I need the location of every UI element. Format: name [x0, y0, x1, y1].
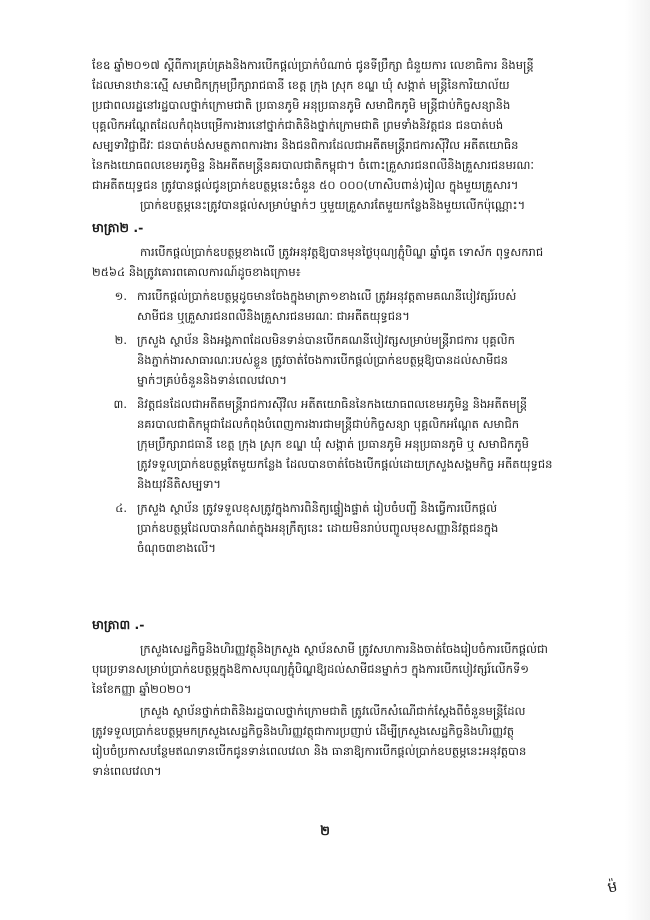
page-number: ២ — [320, 824, 330, 839]
list-item-line: ក្រសួង ស្ថាប័ន ត្រូវទទួលខុសត្រូវក្នុងការពិនិត្យផ្ទៀងផ្ទាត់ រៀបចំបញ្ជី និងធ្វើការបើកផ្តល់ — [137, 501, 498, 515]
intro-line: បុគ្គលិកអណ្តែតដែលកំពុងបម្រើការងារនៅថ្នាក់ជាតិនិងថ្នាក់ក្រោមជាតិ ព្រមទាំងនិវត្តជន ជនបាត់បង់ — [92, 118, 504, 132]
list-item — [92, 286, 607, 326]
list-item-line: ចំណុច៣ខាងលើ។ — [137, 541, 216, 555]
initial-mark: ម៉ — [605, 877, 619, 897]
list-item-line: ត្រូវទទួលប្រាក់ឧបត្ថម្ភតែមួយកន្លែង ដែលបានចាត់ចែងបើកផ្តល់ដោយក្រសួងសង្គមកិច្ច អតីតយុទ្ធជន — [137, 457, 553, 471]
page-edge-shadow — [625, 0, 650, 920]
article-3-line: ក្រសួង ស្ថាប័នថ្នាក់ជាតិនិងរដ្ឋបាលថ្នាក់ក្រោមជាតិ ត្រូវលើកសំណើជាក់ស្តែងពីចំនួនមន្ត្រីដែល — [140, 704, 526, 718]
intro-line: ខែឧ ឆ្នាំ២០១៧ ស្តីពីការគ្រប់គ្រងនិងការបើកផ្តល់ប្រាក់បំណាច់ ជូនទីប្រឹក្សា ជំនួយការ លេខាធិការ និងមន្ត្រី — [92, 58, 534, 72]
article-2 — [92, 218, 607, 558]
list-item-line: ម្នាក់ៗគ្រប់ចំនួននិងទាន់ពេលវេលា។ — [137, 373, 287, 387]
intro-line: ជាអតីតយុទ្ធជន ត្រូវបានផ្តល់ជូនប្រាក់ឧបត្ថម្ភនេះចំនួន ៥០ ០០០(ហាសិបពាន់)រៀល ក្នុងមួយគ្រួសារ។ — [92, 178, 519, 192]
list-item-line: និងភ្នាក់ងារសាធារណៈរបស់ខ្លួន ត្រូវចាត់ចែងការបើកផ្តល់ប្រាក់ឧបត្ថម្ភឱ្យបានដល់សាមីជន — [137, 353, 508, 367]
article-3-line: ក្រសួងសេដ្ឋកិច្ចនិងហិរញ្ញវត្ថុនិងក្រសួង ស្ថាប័នសាមី ត្រូវសហការនិងចាត់ចែងរៀបចំការបើកផ្តល់ជា — [140, 642, 548, 656]
intro-line: សម្បទាវិជ្ជាជីវៈ ជនបាត់បង់សមត្ថភាពការងារ និងជនពិការដែលជាអតីតមន្ត្រីរាជការស៊ីវិល អតីតយោធិន — [92, 138, 519, 152]
article-3 — [92, 615, 607, 781]
list-item — [92, 498, 607, 558]
intro-line: ដែលមានឋានៈស្មើ សមាជិកក្រុមប្រឹក្សារាជធានី ខេត្ត ក្រុង ស្រុក ខណ្ឌ ឃុំ សង្កាត់ មន្ត្រីនៃការិយាល័យ — [92, 78, 510, 92]
article-3-line: ទាន់ពេលវេលា។ — [92, 764, 162, 778]
intro-paragraph — [92, 55, 607, 215]
intro-line: នៃកងយោធពលខេមរភូមិន្ទ និងអតីតមន្ត្រីនគរបាលជាតិកម្ពុជា។ ចំពោះគ្រួសារជនពលីនិងគ្រួសារជនមរណៈ — [92, 158, 534, 172]
article-3-line: រៀបចំប្រកាសបន្ថែមឥណទានបើកជូនទាន់ពេលវេលា និង ធានាឱ្យការបើកផ្តល់ប្រាក់ឧបត្ថម្ភនេះអនុវត្តបាន — [92, 744, 527, 758]
list-item-number: ៤. — [115, 501, 127, 515]
article-3-line: នៃខែកញ្ញា ឆ្នាំ២០២០។ — [92, 682, 192, 696]
article-2-title: មាត្រា២ .- — [92, 220, 144, 235]
list-item-line: នគរបាលជាតិកម្ពុជាដែលកំពុងបំពេញការងារជាមន្ត្រីជាប់កិច្ចសន្យា បុគ្គលិកអណ្តែត សមាជិក — [137, 417, 520, 431]
list-item-line: ការបើកផ្តល់ប្រាក់ឧបត្ថម្ភដូចមានចែងក្នុងមាត្រា១ខាងលើ ត្រូវអនុវត្តតាមគណនីបៀវត្សរ៍របស់ — [137, 289, 517, 303]
list-item — [92, 330, 607, 390]
article-3-line: បុរេប្រទានសម្រាប់ប្រាក់ឧបត្ថម្ភក្នុងឱកាសបុណ្យភ្ជុំបិណ្ឌឱ្យដល់សាមីជនម្នាក់ៗ ក្នុងការបើកបៀវត្សរ៍លើកទី១ — [92, 662, 529, 676]
article-3-line: ត្រូវទទួលប្រាក់ឧបត្ថម្ភមកក្រសួងសេដ្ឋកិច្ចនិងហិរញ្ញវត្ថុជាការប្រញាប់ ដើម្បីក្រសួងសេដ្ឋកិច្ចនិងហិរញ្ញវត្ថុ — [92, 724, 515, 738]
list-item-line: ក្រសួង ស្ថាប័ន និងអង្គភាពដែលមិនទាន់បានបើកគណនីបៀវត្សសម្រាប់មន្ត្រីរាជការ បុគ្គលិក — [137, 333, 515, 347]
list-item-line: និងយុវនីតិសម្បទា។ — [137, 477, 222, 491]
list-item-line: សាមីជន ឬគ្រួសារជនពលីនិងគ្រួសារជនមរណៈ ជាអតីតយុទ្ធជន។ — [137, 309, 410, 323]
list-item — [92, 394, 607, 494]
article-2-line: ការបើកផ្តល់ប្រាក់ឧបត្ថម្ភខាងលើ ត្រូវអនុវត្តឱ្យបានមុនថ្ងៃបុណ្យភ្ជុំបិណ្ឌ ឆ្នាំជូត ទោស័ក ពុទ្ធសករាជ — [140, 245, 544, 259]
list-item-line: និវត្តជនដែលជាអតីតមន្ត្រីរាជការស៊ីវិល អតីតយោធិននៃកងយោធពលខេមរភូមិន្ទ និងអតីតមន្ត្រី — [137, 397, 528, 411]
list-item-line: ក្រុមប្រឹក្សារាជធានី ខេត្ត ក្រុង ស្រុក ខណ្ឌ ឃុំ សង្កាត់ ប្រធានភូមិ អនុប្រធានភូមិ ឬ សមាជិកភូមិ — [137, 437, 529, 451]
intro-line: ប្រជាពលរដ្ឋនៅរដ្ឋបាលថ្នាក់ក្រោមជាតិ ប្រធានភូមិ អនុប្រធានភូមិ សមាជិកភូមិ មន្ត្រីជាប់កិច្ចសន្យានិង — [92, 98, 511, 112]
article-3-title: មាត្រា៣ .- — [92, 617, 145, 632]
list-item-number: ១. — [114, 289, 127, 303]
list-item-line: ប្រាក់ឧបត្ថម្ភដែលបានកំណត់ក្នុងអនុក្រឹត្យនេះ ដោយមិនរាប់បញ្ចូលមុខសញ្ញានិវត្តជនក្នុង — [137, 521, 499, 535]
article-2-line: ២៥៦៤ និងត្រូវគោរពគោលការណ៍ដូចខាងក្រោម៖ — [92, 265, 301, 279]
list-item-number: ៣. — [113, 397, 127, 411]
list-item-number: ២. — [114, 333, 127, 347]
intro-note: ប្រាក់ឧបត្ថម្ភនេះត្រូវបានផ្តល់សម្រាប់ម្នាក់ៗ ឬមួយគ្រួសារតែមួយកន្លែងនិងមួយលើកប៉ុណ្ណោះ។ — [140, 198, 526, 212]
